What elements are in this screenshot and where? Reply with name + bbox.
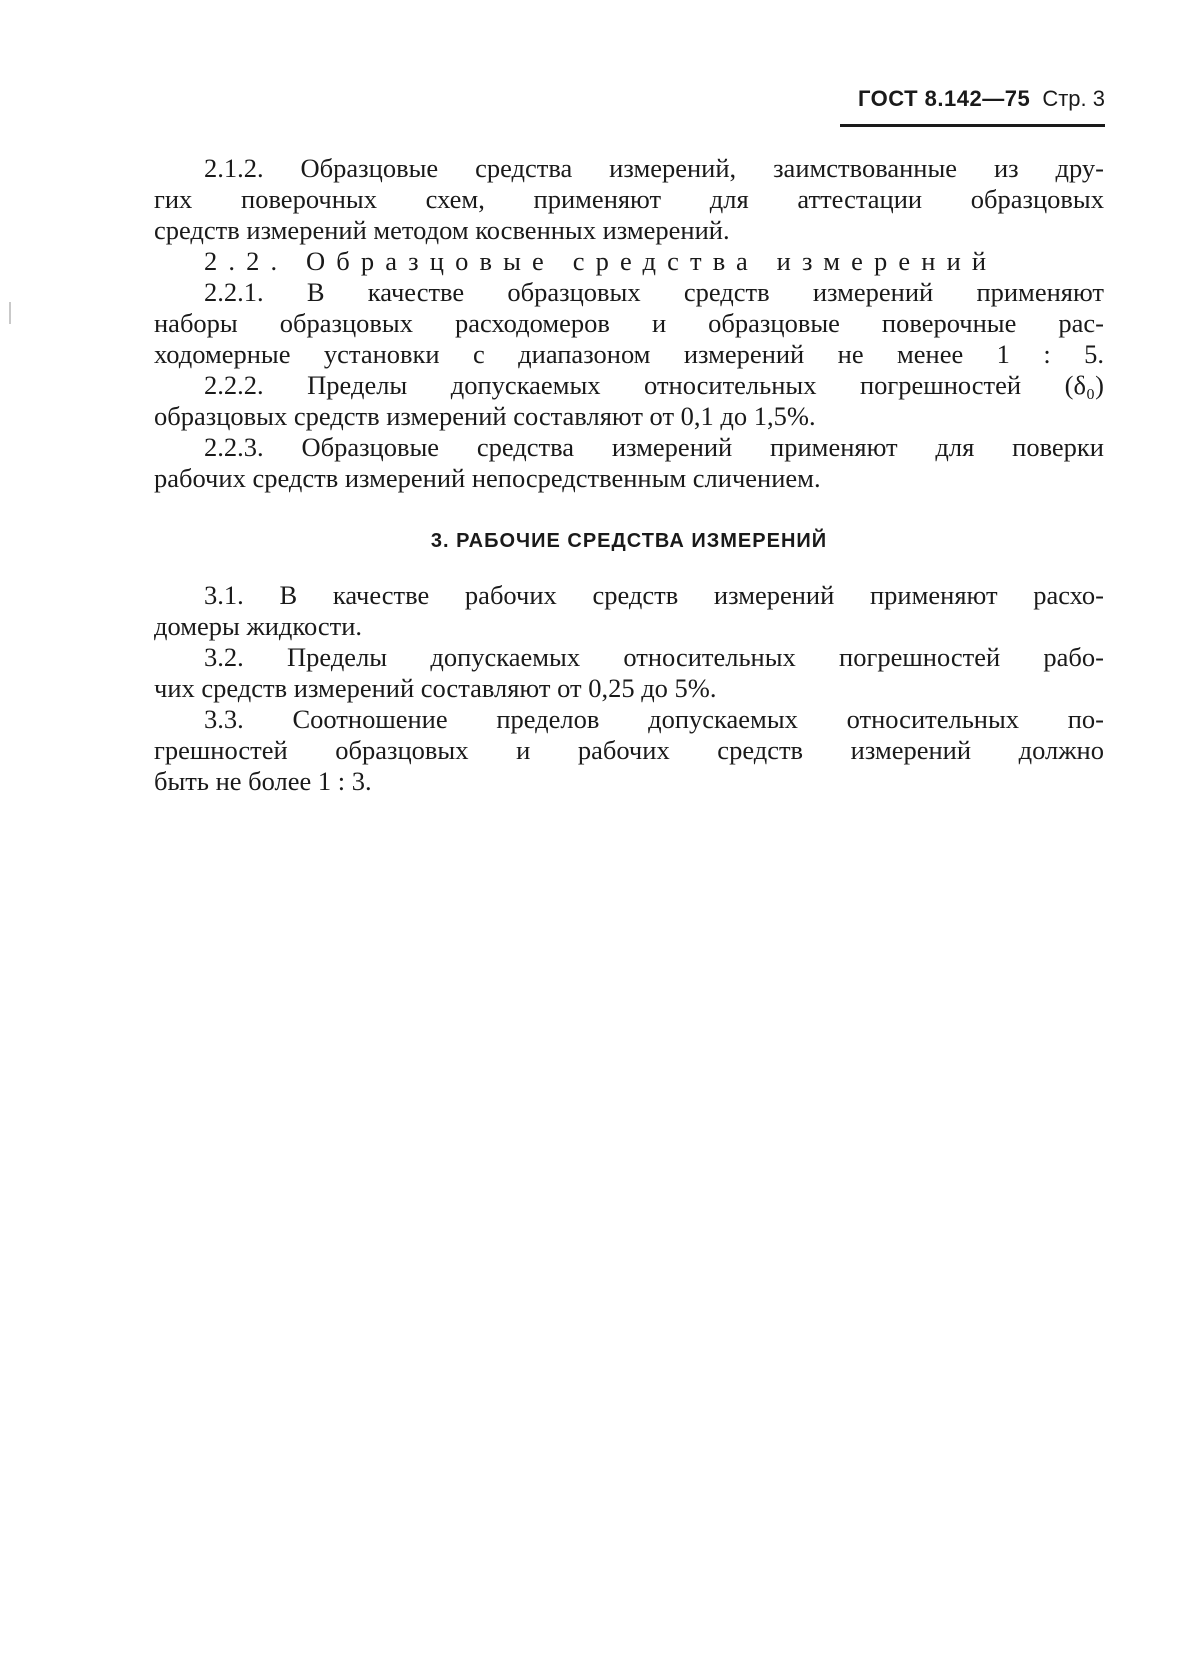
paragraph-line: наборы образцовых расходомеров и образцовые поверочные рас- [154,308,1104,338]
paragraph-line: средств измерений методом косвенных измерений. [154,215,730,245]
paragraph-line: 3.3. Соотношение пределов допускаемых относительных по- [204,704,1104,734]
paragraph-line: 2.1.2. Образцовые средства измерений, заимствованные из дру- [204,153,1104,183]
paragraph-line: 3.2. Пределы допускаемых относительных погрешностей рабо- [204,642,1104,672]
paragraph-line: чих средств измерений составляют от 0,25 до 5%. [154,673,717,703]
paragraph-line: домеры жидкости. [154,611,363,641]
paragraph-line: образцовых средств измерений составляют от 0,1 до 1,5%. [154,401,816,431]
page-number: Стр. 3 [1042,86,1105,111]
scan-margin-mark [9,302,11,324]
paragraph-line: быть не более 1 : 3. [154,766,372,796]
paragraph-line: ходомерные установки с диапазоном измерений не менее 1 : 5. [154,339,1104,369]
paragraph-line: 2.2.2. Пределы допускаемых относительных погрешностей (δ₀) [204,370,1104,400]
standard-number: ГОСТ 8.142—75 [857,86,1031,111]
section-3-title: 3. РАБОЧИЕ СРЕДСТВА ИЗМЕРЕНИЙ [430,530,828,552]
paragraph-line: рабочих средств измерений непосредственным сличением. [154,463,821,493]
paragraph-line: гих поверочных схем, применяют для аттестации образцовых [154,184,1104,214]
subsection-heading: 2.2. Образцовые средства измерений [204,246,998,276]
paragraph-line: 3.1. В качестве рабочих средств измерений применяют расхо- [204,580,1104,610]
section-3-text [154,580,1104,797]
paragraph-line: 2.2.3. Образцовые средства измерений применяют для поверки [204,432,1104,462]
page-header [840,86,1105,127]
paragraph-line: 2.2.1. В качестве образцовых средств измерений применяют [204,277,1104,307]
paragraph-line: грешностей образцовых и рабочих средств измерений должно [154,735,1104,765]
section-2-text [154,153,1104,494]
